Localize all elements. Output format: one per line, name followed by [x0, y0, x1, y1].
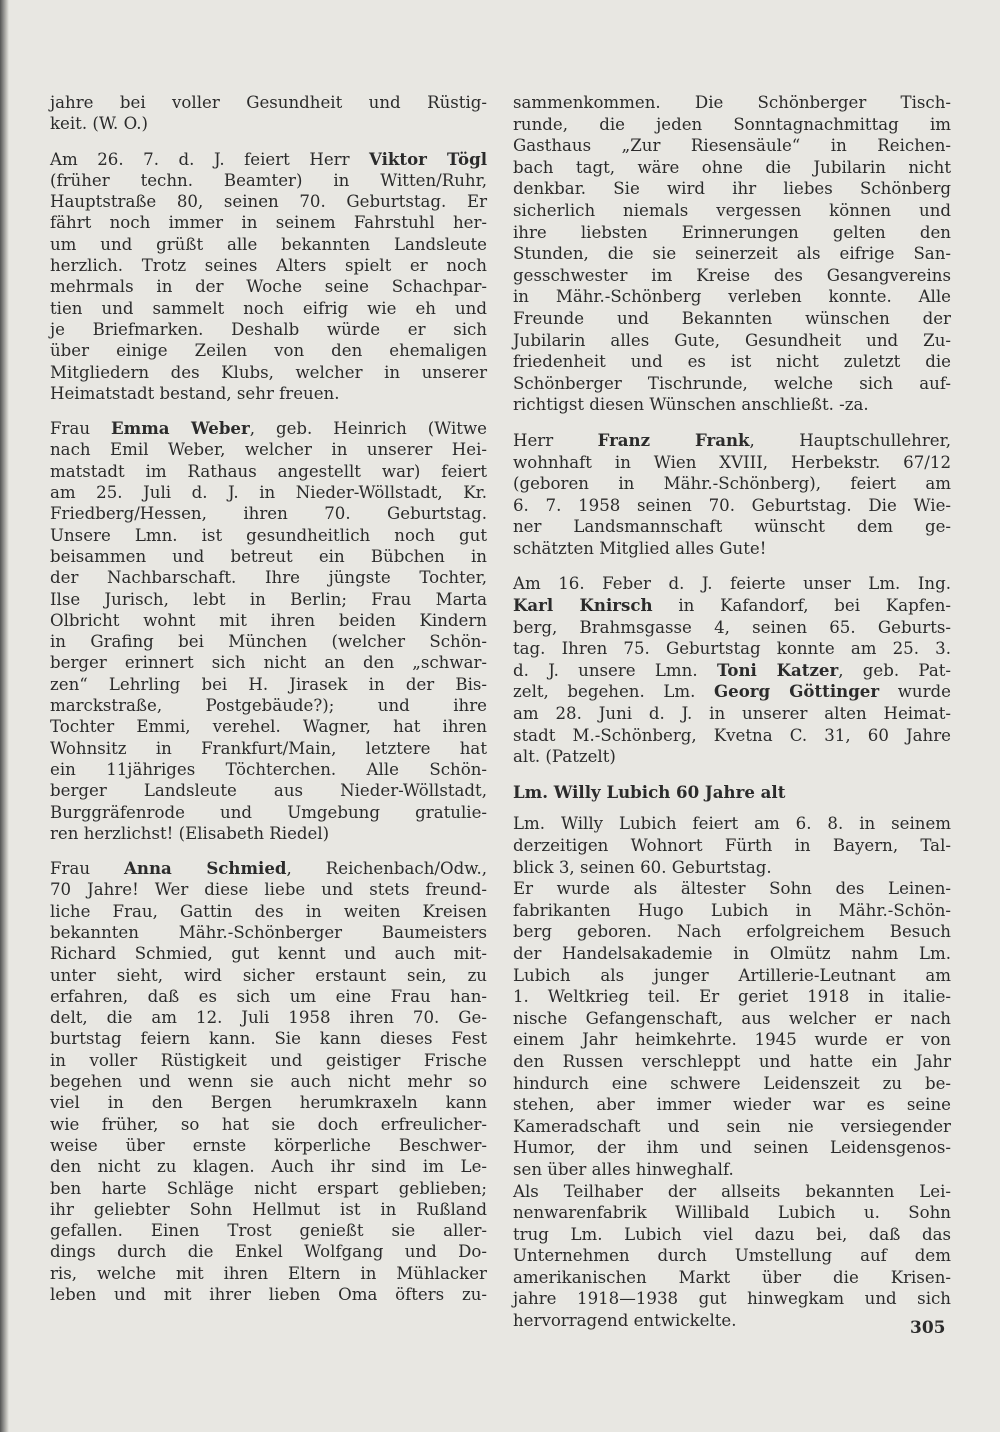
- text-line: [50, 525, 487, 546]
- text-line: [50, 362, 487, 383]
- person-name: Toni Katzer: [716, 659, 839, 680]
- paragraph: [513, 813, 951, 878]
- text-segment: über einige Zeilen von den ehemaligen: [50, 341, 487, 361]
- text-segment: wurde: [879, 682, 951, 702]
- text-line: [513, 394, 951, 416]
- text-line: [513, 1137, 951, 1159]
- text-line: [513, 1202, 951, 1224]
- column-right: [513, 92, 951, 1346]
- text-line: [513, 965, 951, 987]
- text-line: [513, 200, 951, 222]
- text-segment: Schönberger Tischrunde, welche sich auf-: [513, 373, 951, 393]
- text-line: [513, 595, 951, 617]
- text-line: [513, 1224, 951, 1246]
- text-line: [513, 286, 951, 308]
- person-name: Viktor Tögl: [369, 148, 488, 169]
- text-line: [50, 1114, 487, 1135]
- text-line: [50, 255, 487, 276]
- text-segment: Am 16. Feber d. J. feierte unser Lm. Ing.: [513, 574, 951, 594]
- scan-edge: [0, 0, 9, 1432]
- text-segment: ren herzlichst! (Elisabeth Riedel): [50, 823, 330, 843]
- text-line: [513, 222, 951, 244]
- text-segment: keit. (W. O.): [50, 114, 148, 134]
- paragraph: [50, 418, 487, 844]
- text-segment: nische Gefangenschaft, aus welcher er nach: [513, 1008, 951, 1028]
- text-segment: der Nachbarschaft. Ihre jüngste Tochter,: [50, 568, 487, 588]
- text-line: [50, 1284, 487, 1305]
- text-line: [50, 716, 487, 737]
- text-line: [50, 802, 487, 823]
- text-segment: erfahren, daß es sich um eine Frau han-: [50, 986, 487, 1006]
- text-segment: tien und sammelt noch eifrig wie eh und: [50, 298, 487, 318]
- person-name: Karl Knirsch: [513, 595, 653, 616]
- text-line: [50, 965, 487, 986]
- text-segment: 1. Weltkrieg teil. Er geriet 1918 in italie-: [513, 987, 951, 1007]
- text-segment: d. J. unsere Lmn.: [513, 660, 717, 680]
- paragraph: [513, 878, 951, 1180]
- text-segment: nach Emil Weber, welcher in unserer Hei-: [50, 440, 487, 460]
- text-segment: unter sieht, wird sicher erstaunt sein, zu: [50, 965, 487, 985]
- text-segment: amerikanischen Markt über die Krisen-: [513, 1267, 951, 1287]
- text-segment: Frau: [50, 859, 125, 879]
- text-line: [50, 1178, 487, 1199]
- text-segment: berg geboren. Nach erfolgreichem Besuch: [513, 922, 951, 942]
- text-line: [50, 695, 487, 716]
- text-segment: liche Frau, Gattin des in weiten Kreisen: [50, 901, 487, 921]
- text-line: [513, 725, 951, 747]
- text-line: [50, 298, 487, 319]
- text-line: [50, 503, 487, 524]
- text-segment: weise über ernste körperliche Beschwer-: [50, 1135, 487, 1155]
- text-segment: in voller Rüstigkeit und geistiger Frische: [50, 1050, 487, 1070]
- text-segment: berger Landsleute aus Nieder-Wöllstadt,: [50, 781, 487, 801]
- text-segment: alt. (Patzelt): [513, 747, 616, 767]
- text-line: [513, 430, 951, 452]
- text-segment: Am 26. 7. d. J. feiert Herr: [50, 149, 370, 169]
- text-line: [513, 681, 951, 703]
- text-line: [50, 276, 487, 297]
- text-line: [50, 1071, 487, 1092]
- text-segment: wie früher, so hat sie doch erfreulicher-: [50, 1114, 487, 1134]
- text-segment: ner Landsmannschaft wünscht dem ge-: [513, 517, 951, 537]
- text-segment: , geb. Pat-: [838, 660, 951, 680]
- text-line: [50, 1241, 487, 1262]
- text-line: [50, 482, 487, 503]
- text-segment: am 25. Juli d. J. in Nieder-Wöllstadt, Kr.: [50, 483, 487, 503]
- text-line: [50, 113, 487, 134]
- text-segment: jahre bei voller Gesundheit und Rüstig-: [50, 93, 487, 112]
- text-line: [513, 703, 951, 725]
- text-line: [513, 351, 951, 373]
- text-line: [50, 418, 487, 439]
- text-segment: berg, Brahmsgasse 4, seinen 65. Geburts-: [513, 617, 951, 637]
- text-segment: sammenkommen. Die Schönberger Tisch-: [513, 93, 951, 112]
- text-segment: den nicht zu klagen. Auch ihr sind im Le-: [50, 1157, 487, 1177]
- text-line: [513, 573, 951, 595]
- person-name: Anna Schmied: [124, 858, 287, 879]
- text-segment: , Hauptschullehrer,: [749, 430, 951, 450]
- text-line: [50, 92, 487, 113]
- text-segment: blick 3, seinen 60. Geburtstag.: [513, 857, 772, 877]
- text-line: [50, 738, 487, 759]
- text-line: [50, 439, 487, 460]
- text-segment: Hauptstraße 80, seinen 70. Geburtstag. Er: [50, 192, 487, 212]
- person-name: Franz Frank: [597, 429, 750, 450]
- text-segment: Ilse Jurisch, lebt in Berlin; Frau Marta: [50, 589, 487, 609]
- page-number: 305: [910, 1318, 946, 1338]
- text-line: [513, 900, 951, 922]
- text-segment: 70 Jahre! Wer diese liebe und stets freund-: [50, 880, 487, 900]
- text-segment: Kameradschaft und sein nie versiegender: [513, 1116, 951, 1136]
- paragraph: [513, 1181, 951, 1332]
- text-segment: wohnhaft in Wien XVIII, Herbekstr. 67/12: [513, 452, 951, 472]
- paragraph: [50, 92, 487, 135]
- text-segment: , Reichenbach/Odw.,: [286, 859, 487, 879]
- text-segment: nenwarenfabrik Willibald Lubich u. Sohn: [513, 1203, 951, 1223]
- text-line: [513, 1310, 951, 1332]
- text-segment: ris, welche mit ihren Eltern in Mühlacker: [50, 1263, 487, 1283]
- text-line: [50, 1263, 487, 1284]
- text-segment: Tochter Emmi, verehel. Wagner, hat ihren: [50, 717, 487, 737]
- text-segment: marckstraße, Postgebäude?); und ihre: [50, 696, 487, 716]
- text-segment: bach tagt, wäre ohne die Jubilarin nicht: [513, 157, 951, 177]
- text-line: [50, 149, 487, 170]
- text-line: [50, 340, 487, 361]
- text-line: [513, 1159, 951, 1181]
- text-line: [50, 780, 487, 801]
- text-segment: Er wurde als ältester Sohn des Leinen-: [513, 879, 951, 899]
- text-line: [513, 986, 951, 1008]
- text-line: [50, 610, 487, 631]
- text-line: [513, 857, 951, 879]
- text-line: [50, 212, 487, 233]
- text-segment: ihre liebsten Erinnerungen gelten den: [513, 222, 951, 242]
- text-segment: trug Lm. Lubich viel dazu bei, daß das: [513, 1224, 951, 1244]
- text-line: [513, 243, 951, 265]
- section-heading: Lm. Willy Lubich 60 Jahre alt: [513, 781, 786, 802]
- text-line: [513, 473, 951, 495]
- text-segment: sen über alles hinweghalf.: [513, 1159, 734, 1179]
- text-segment: runde, die jeden Sonntagnachmittag im: [513, 114, 951, 134]
- text-segment: zelt, begehen. Lm.: [513, 682, 715, 702]
- text-line: [513, 1008, 951, 1030]
- text-line: [50, 1007, 487, 1028]
- text-segment: Freunde und Bekannten wünschen der: [513, 308, 951, 328]
- text-line: [513, 330, 951, 352]
- text-segment: den Russen verschleppt und hatte ein Jahr: [513, 1051, 951, 1071]
- text-line: [513, 373, 951, 395]
- text-segment: Unsere Lmn. ist gesundheitlich noch gut: [50, 525, 487, 545]
- text-line: [513, 265, 951, 287]
- text-segment: Stunden, die sie seinerzeit als eifrige San-: [513, 244, 951, 264]
- text-segment: Wohnsitz in Frankfurt/Main, letztere hat: [50, 738, 487, 758]
- text-segment: fährt noch immer in seinem Fahrstuhl her-: [50, 213, 487, 233]
- text-segment: hindurch eine schwere Leidenszeit zu be-: [513, 1073, 951, 1093]
- text-line: [513, 878, 951, 900]
- text-line: [50, 1092, 487, 1113]
- text-segment: dings durch die Enkel Wolfgang und Do-: [50, 1242, 487, 1262]
- text-line: [50, 546, 487, 567]
- text-line: [513, 617, 951, 639]
- text-segment: gefallen. Einen Trost genießt sie aller-: [50, 1221, 487, 1241]
- text-line: [513, 746, 951, 768]
- text-line: [50, 901, 487, 922]
- text-line: [50, 943, 487, 964]
- text-line: [513, 114, 951, 136]
- text-segment: Richard Schmied, gut kennt und auch mit-: [50, 944, 487, 964]
- text-segment: schätzten Mitglied alles Gute!: [513, 538, 767, 558]
- text-segment: Friedberg/Hessen, ihren 70. Geburtstag.: [50, 504, 487, 524]
- text-segment: am 28. Juni d. J. in unserer alten Heimat-: [513, 704, 951, 724]
- text-segment: Olbricht wohnt mit ihren beiden Kindern: [50, 610, 487, 630]
- paragraph: [50, 858, 487, 1305]
- text-line: [50, 191, 487, 212]
- text-segment: in Grafing bei München (welcher Schön-: [50, 632, 487, 652]
- text-line: [50, 674, 487, 695]
- text-line: [50, 922, 487, 943]
- text-line: [513, 813, 951, 835]
- text-segment: (geboren in Mähr.-Schönberg), feiert am: [513, 474, 951, 494]
- text-segment: Als Teilhaber der allseits bekannten Lei-: [513, 1181, 951, 1201]
- text-segment: Heimatstadt bestand, sehr freuen.: [50, 383, 340, 403]
- text-line: [50, 823, 487, 844]
- text-segment: matstadt im Rathaus angestellt war) feiert: [50, 461, 487, 481]
- text-segment: fabrikanten Hugo Lubich in Mähr.-Schön-: [513, 900, 951, 920]
- text-segment: derzeitigen Wohnort Fürth in Bayern, Tal-: [513, 836, 951, 855]
- text-line: [50, 1220, 487, 1241]
- text-segment: je Briefmarken. Deshalb würde er sich: [50, 319, 487, 339]
- text-segment: der Handelsakademie in Olmütz nahm Lm.: [513, 943, 951, 963]
- text-segment: ihr geliebter Sohn Hellmut ist in Rußland: [50, 1199, 487, 1219]
- text-line: [50, 567, 487, 588]
- column-left: [50, 92, 487, 1319]
- text-segment: Herr: [513, 430, 598, 450]
- text-line: [513, 1029, 951, 1051]
- text-line: [50, 1156, 487, 1177]
- text-segment: stadt M.-Schönberg, Kvetna C. 31, 60 Jahre: [513, 725, 951, 745]
- text-segment: jahre 1918—1938 gut hinwegkam und sich: [513, 1289, 951, 1309]
- text-segment: Frau: [50, 419, 111, 439]
- text-segment: delt, die am 12. Juli 1958 ihren 70. Ge-: [50, 1008, 487, 1028]
- text-line: [513, 1267, 951, 1289]
- text-segment: 6. 7. 1958 seinen 70. Geburtstag. Die Wie-: [513, 495, 951, 515]
- text-line: [50, 1050, 487, 1071]
- text-segment: mehrmals in der Woche seine Schachpar-: [50, 277, 487, 297]
- text-segment: Jubilarin alles Gute, Gesundheit und Zu-: [513, 330, 951, 350]
- text-segment: in Mähr.-Schönberg verleben konnte. Alle: [513, 287, 951, 307]
- text-line: [513, 660, 951, 682]
- text-segment: gesschwester im Kreise des Gesangvereins: [513, 265, 951, 285]
- text-line: [513, 1245, 951, 1267]
- text-segment: burtstag feiern kann. Sie kann dieses Fest: [50, 1029, 487, 1049]
- text-segment: , geb. Heinrich (Witwe: [249, 419, 487, 439]
- text-segment: Mitgliedern des Klubs, welcher in unserer: [50, 362, 487, 382]
- person-name: Georg Göttinger: [714, 681, 880, 702]
- text-segment: einem Jahr heimkehrte. 1945 wurde er von: [513, 1030, 951, 1050]
- text-segment: richtigst diesen Wünschen anschließt. -za.: [513, 395, 869, 415]
- text-segment: Burggräfenrode und Umgebung gratulie-: [50, 802, 487, 822]
- text-line: [50, 170, 487, 191]
- text-segment: Gasthaus „Zur Riesensäule“ in Reichen-: [513, 136, 951, 156]
- text-segment: herzlich. Trotz seines Alters spielt er noch: [50, 256, 487, 276]
- person-name: Emma Weber: [111, 418, 250, 439]
- text-line: [513, 1288, 951, 1310]
- text-segment: denkbar. Sie wird ihr liebes Schönberg: [513, 179, 951, 199]
- text-line: [50, 1135, 487, 1156]
- text-line: [513, 538, 951, 560]
- text-line: [513, 178, 951, 200]
- text-segment: ein 11jähriges Töchterchen. Alle Schön-: [50, 759, 487, 779]
- text-line: [50, 1199, 487, 1220]
- text-line: [50, 234, 487, 255]
- text-line: [50, 652, 487, 673]
- text-segment: stehen, aber immer wieder war es seine: [513, 1095, 951, 1115]
- text-segment: (früher techn. Beamter) in Witten/Ruhr,: [50, 170, 487, 190]
- text-line: [513, 157, 951, 179]
- text-line: [513, 452, 951, 474]
- text-segment: berger erinnert sich nicht an den „schwar-: [50, 653, 487, 673]
- text-line: [513, 1094, 951, 1116]
- text-line: [50, 461, 487, 482]
- text-segment: beisammen und betreut ein Bübchen in: [50, 546, 487, 566]
- text-segment: Lm. Willy Lubich feiert am 6. 8. in seinem: [513, 814, 951, 834]
- text-segment: hervorragend entwickelte.: [513, 1311, 737, 1331]
- text-line: [50, 631, 487, 652]
- text-segment: leben und mit ihrer lieben Oma öfters zu-: [50, 1285, 487, 1305]
- text-line: [50, 858, 487, 879]
- text-segment: begehen und wenn sie auch nicht mehr so: [50, 1072, 487, 1092]
- text-segment: bekannten Mähr.-Schönberger Baumeisters: [50, 922, 487, 942]
- text-line: [513, 135, 951, 157]
- text-line: [513, 1116, 951, 1138]
- text-line: [513, 92, 951, 114]
- paragraph: [513, 92, 951, 416]
- text-line: [513, 921, 951, 943]
- text-segment: um und grüßt alle bekannten Landsleute: [50, 234, 487, 254]
- text-line: [513, 1073, 951, 1095]
- text-segment: sicherlich niemals vergessen können und: [513, 200, 951, 220]
- text-line: [50, 383, 487, 404]
- text-segment: Lubich als junger Artillerie-Leutnant am: [513, 965, 951, 985]
- text-segment: friedenheit und es ist nicht zuletzt die: [513, 352, 951, 372]
- text-line: [513, 308, 951, 330]
- text-line: [513, 495, 951, 517]
- paragraph: [50, 149, 487, 405]
- paragraph: [513, 573, 951, 767]
- text-line: [513, 638, 951, 660]
- text-line: [513, 835, 951, 857]
- text-segment: in Kafandorf, bei Kapfen-: [652, 596, 951, 616]
- text-line: [50, 986, 487, 1007]
- text-line: [50, 589, 487, 610]
- text-segment: ben harte Schläge nicht erspart geblieben;: [50, 1178, 487, 1198]
- paragraph: [513, 430, 951, 560]
- text-line: [513, 1051, 951, 1073]
- text-segment: tag. Ihren 75. Geburtstag konnte am 25. 3.: [513, 639, 951, 659]
- text-segment: Unternehmen durch Umstellung auf dem: [513, 1246, 951, 1266]
- text-segment: zen“ Lehrling bei H. Jirasek in der Bis-: [50, 674, 487, 694]
- text-line: [513, 1181, 951, 1203]
- text-line: [50, 1028, 487, 1049]
- text-line: [50, 879, 487, 900]
- text-segment: Humor, der ihm und seinen Leidensgenos-: [513, 1138, 951, 1158]
- text-line: [513, 516, 951, 538]
- text-line: [50, 319, 487, 340]
- text-line: [50, 759, 487, 780]
- text-segment: viel in den Bergen herumkraxeln kann: [50, 1093, 487, 1113]
- text-line: [513, 943, 951, 965]
